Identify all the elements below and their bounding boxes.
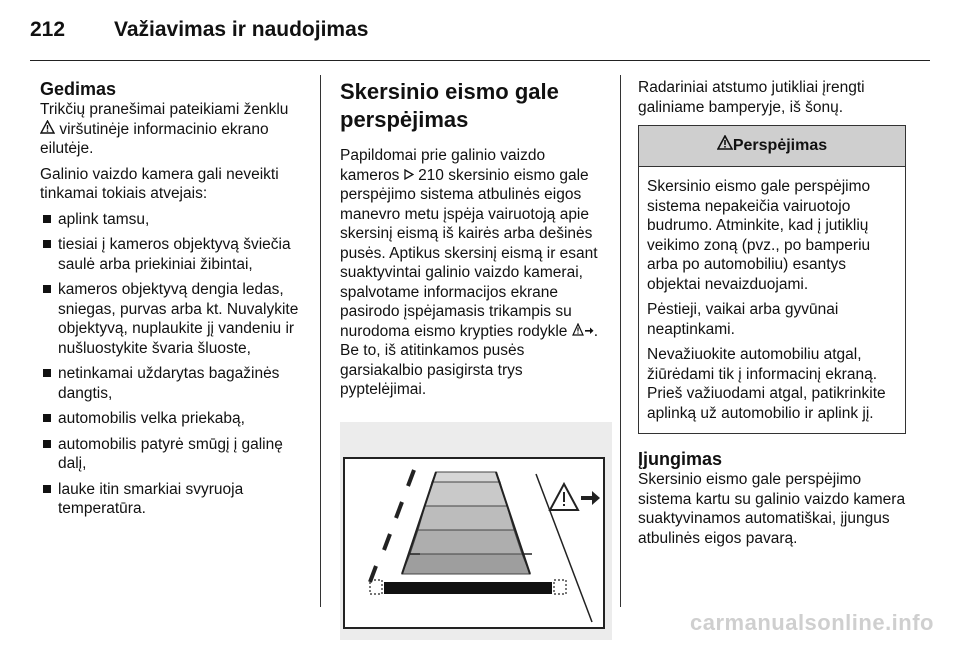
paragraph: Pėstieji, vaikai arba gyvūnai neaptinkami. <box>647 301 839 338</box>
list-item: kameros objektyvą dengia ledas, sniegas, purvas arba kt. Nuvalykite objektyvą, nuplaukite jį vandeniu ir nušluostykite švaria šluoste, <box>40 280 302 358</box>
warning-triangle-icon <box>717 137 733 154</box>
paragraph: Radariniai atstumo jutikliai įrengti galiniame bamperyje, iš šonų. <box>638 79 865 116</box>
paragraph: Papildomai prie galinio vaizdo kameros 210 skersinio eismo gale perspėjimo sistema atbulinės eigos manevro metu įspėja vairuotoją apie skersinį eismą iš kairės arba dešinės pusės. Aptikus skersinį eismą ir esant suaktyvintai galinio vaizdo kamerai, spalvotame informacijos ekrane pasirodo įspėjamasis trikampis su nurodoma eismo krypties rodykle . Be to, iš atitinkamos pusės garsiakalbio pasigirsta trys pyptelėjimai. <box>340 147 599 398</box>
column-1 <box>40 78 302 525</box>
column-3 <box>638 78 906 554</box>
section-heading-skersinio: Skersinio eismo gale perspėjimas <box>340 79 559 132</box>
warning-box-title: Perspėjimas <box>732 137 828 154</box>
list-item: automobilis patyrė smūgį į galinę dalį, <box>40 435 302 474</box>
header-rule <box>30 60 930 61</box>
warning-triangle-icon <box>40 120 55 140</box>
list-item: automobilis velka priekabą, <box>40 409 302 429</box>
column-divider <box>620 75 621 607</box>
paragraph: Galinio vaizdo kamera gali neveikti tinkamai tokiais atvejais: <box>40 165 279 202</box>
section-heading-gedimas: Gedimas <box>40 79 117 99</box>
page-header <box>30 18 368 42</box>
list-item: tiesiai į kameros objektyvą šviečia saulė arba priekiniai žibintai, <box>40 235 302 274</box>
paragraph: Skersinio eismo gale perspėjimo sistema nepakeičia vairuotojo budrumo. Atminkite, kad į jutiklių veikimo zoną (pvz., po bamperiu arba po automobiliu) esantys objektai nevaizduojami. <box>647 178 871 293</box>
column-2 <box>340 78 605 640</box>
warning-box-header <box>639 126 905 167</box>
list-item: aplink tamsu, <box>40 210 302 230</box>
chapter-title: Važiavimas ir naudojimas <box>114 18 369 41</box>
page-ref-triangle-icon <box>404 167 414 184</box>
warning-box-body <box>639 167 905 433</box>
paragraph: Trikčių pranešimai pateikiami ženklu viršutinėje informacinio ekrano eilutėje. <box>40 101 289 157</box>
paragraph: Skersinio eismo gale perspėjimo sistema kartu su galinio vaizdo kamera suaktyvinamos automatiškai, įjungus atbulinės eigos pavarą. <box>638 471 906 547</box>
warning-box <box>638 125 906 434</box>
camera-display-illustration <box>340 422 612 640</box>
list-item: netinkamai uždarytas bagažinės dangtis, <box>40 364 302 403</box>
watermark: carmanualsonline.info <box>690 610 934 635</box>
paragraph: Nevažiuokite automobiliu atgal, žiūrėdami tik į informacinį ekraną. Prieš važiuodami atgal, patikrinkite aplinką už automobilio ir aplink jį. <box>647 346 886 422</box>
bullet-list <box>40 210 302 519</box>
list-item: lauke itin smarkiai svyruoja temperatūra. <box>40 480 302 519</box>
warning-arrow-icon <box>572 323 594 340</box>
section-heading-ijungimas: Įjungimas <box>638 449 723 469</box>
column-divider <box>320 75 321 607</box>
page-number: 212 <box>30 18 66 41</box>
